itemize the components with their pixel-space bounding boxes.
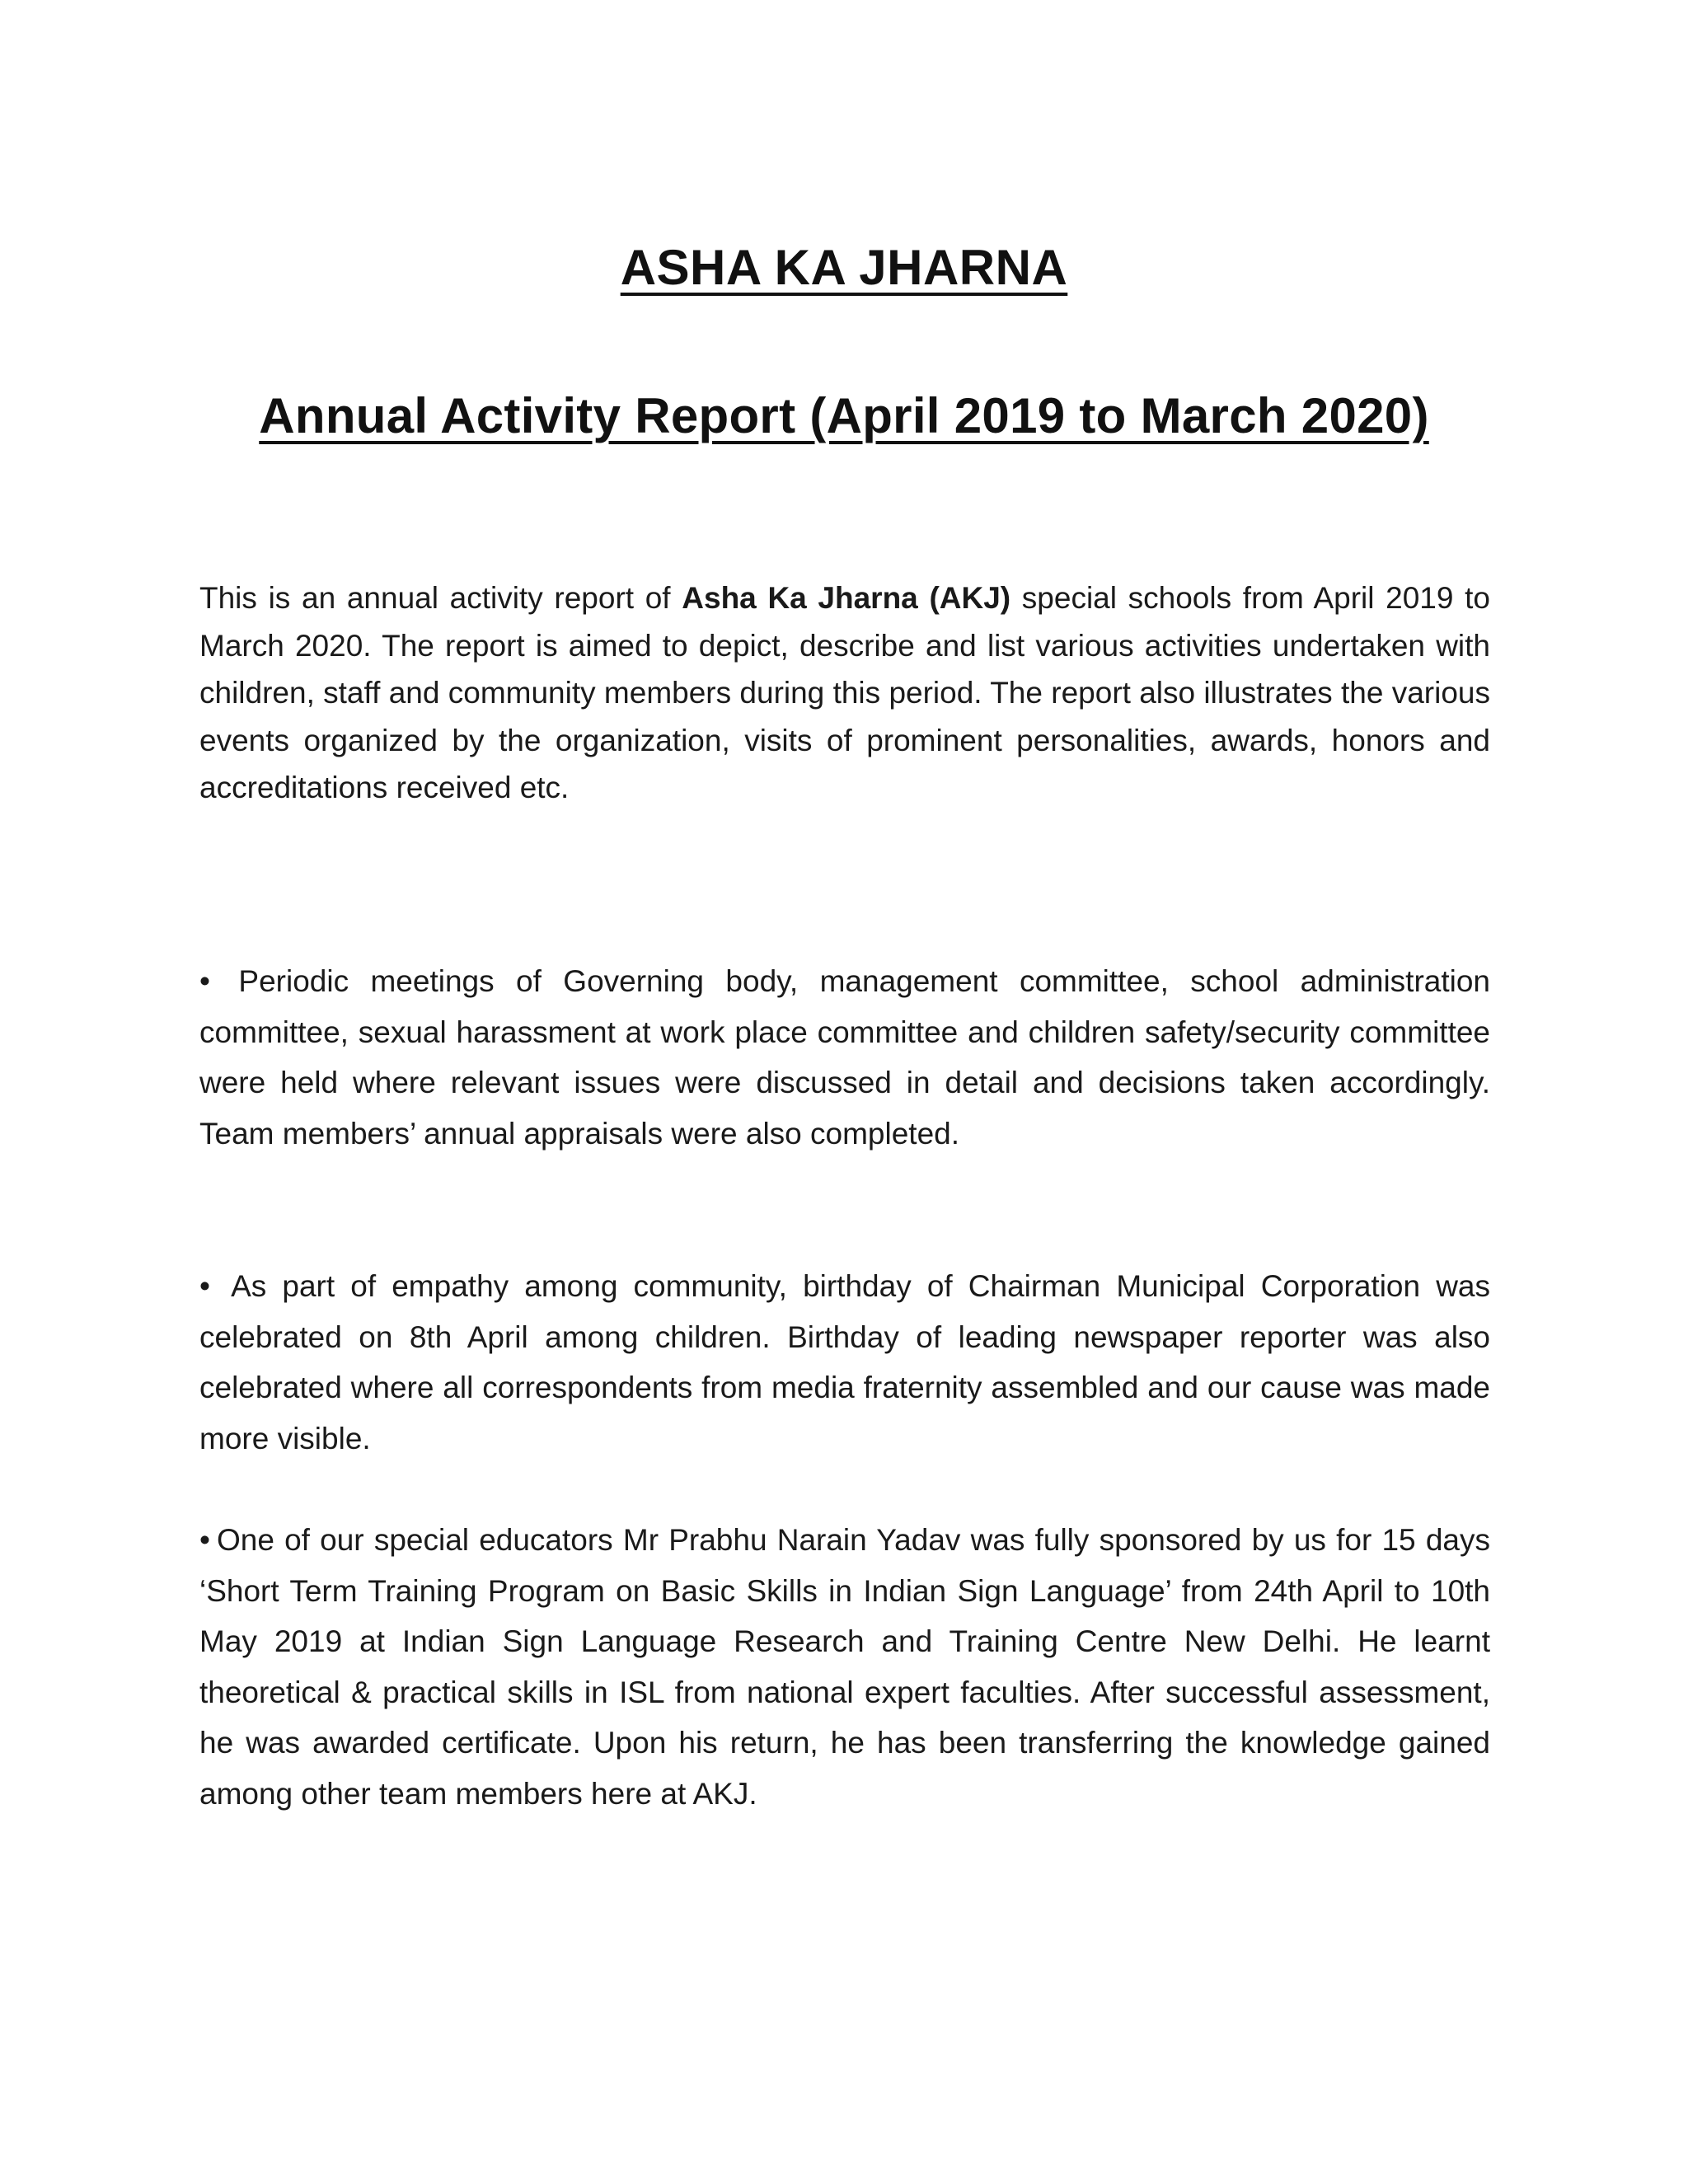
list-item — [199, 956, 1490, 1159]
list-item-text: One of our special educators Mr Prabhu Narain Yadav was fully sponsored by us for 15 days ‘Short Term Training Program on Basic Skills in Indian Sign Language’ from 24th April to 10th May 2019 at Indian Sign Language Research and Training Centre New Delhi. He learnt theoretical & practical skills in ISL from national expert faculties. After successful assessment, he was awarded certificate. Upon his return, he has been transferring the knowledge gained among other team members here at AKJ. — [199, 1523, 1490, 1811]
document-subtitle: Annual Activity Report (April 2019 to March 2020) — [259, 388, 1429, 443]
organization-name: Asha Ka Jharna (AKJ) — [682, 581, 1011, 615]
intro-paragraph — [199, 574, 1490, 812]
list-item-text: As part of empathy among community, birthday of Chairman Municipal Corporation was celebrated on 8th April among children. Birthday of leading newspaper reporter was also celebrated where all correspondents from media fraternity assembled and our cause was made more visible. — [199, 1269, 1490, 1455]
list-item — [199, 1515, 1490, 1819]
intro-text-before: This is an annual activity report of — [199, 581, 682, 615]
bullet-marker: • — [199, 1523, 210, 1557]
list-item — [199, 1261, 1490, 1464]
document-title: ASHA KA JHARNA — [620, 240, 1068, 295]
bullet-marker: • — [199, 964, 210, 998]
bullet-marker: • — [199, 1269, 210, 1303]
intro-text-after: special schools from April 2019 to March 2020. The report is aimed to depict, describe and list various activities undertaken with children, staff and community members during this period. The report also illustrates the various events organized by the organization, visits of prominent personalities, awards, honors and accreditations received etc. — [199, 581, 1490, 804]
list-item-text: Periodic meetings of Governing body, management committee, school administration committee, sexual harassment at work place committee and children safety/security committee were held where relevant issues were discussed in detail and decisions taken accordingly. Team members’ annual appraisals were also completed. — [199, 964, 1491, 1151]
